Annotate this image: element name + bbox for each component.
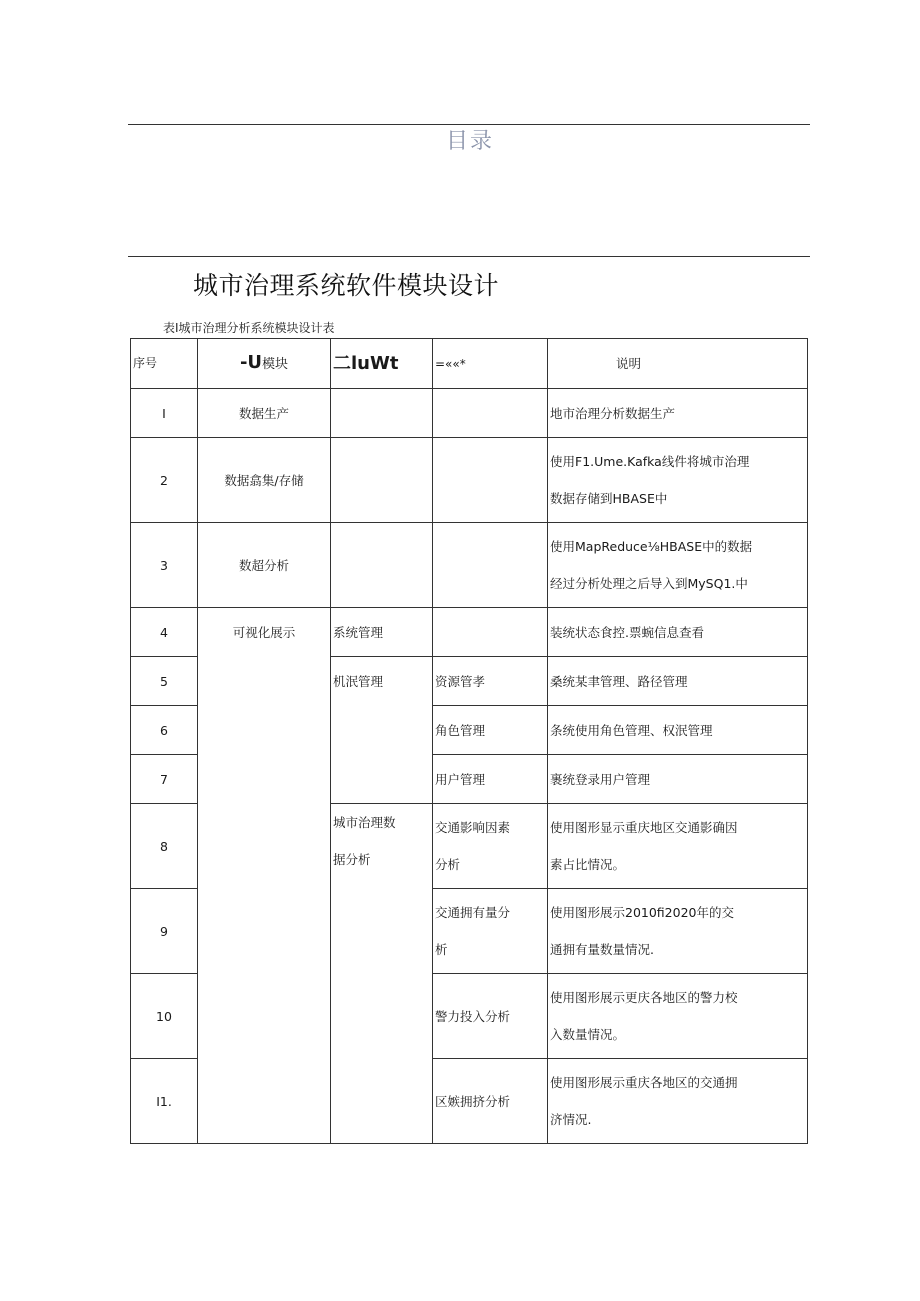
- module-name: 数超分析: [198, 523, 331, 608]
- description: 使用图形展示2010fi2020年的交 通拥有量数量情况.: [548, 889, 808, 974]
- subsubmodule-cell: [433, 523, 548, 608]
- toc-title: 目录: [445, 129, 494, 154]
- description: 裹统登录用户管理: [548, 755, 808, 804]
- description: 条统使用角色管理、权泯管理: [548, 706, 808, 755]
- module-name: 数据翕集/存储: [198, 438, 331, 523]
- description: 地市治理分析数据生产: [548, 389, 808, 438]
- description: 使用图形展示更庆各地区的警力校 入数量情况。: [548, 974, 808, 1059]
- subsubmodule-name: 用户管理: [433, 755, 548, 804]
- table-row: [131, 523, 808, 608]
- row-number: 9: [131, 889, 198, 974]
- header-level1-module: [198, 339, 331, 389]
- row-number: I1.: [131, 1059, 198, 1144]
- submodule-name: 机泯管理: [331, 657, 433, 804]
- module-name: 可视化展示: [198, 608, 331, 1144]
- row-number: 5: [131, 657, 198, 706]
- subsubmodule-name: 区嫉拥挤分析: [433, 1059, 548, 1144]
- subsubmodule-name: 资源管孝: [433, 657, 548, 706]
- section-rule: [128, 256, 810, 257]
- subsubmodule-cell: [433, 438, 548, 523]
- header-level1-suffix: 模块: [262, 357, 289, 372]
- table-row: [131, 608, 808, 657]
- table-caption: 表I城市治理分析系统模块设计表: [163, 321, 335, 335]
- description: 使用图形展示重庆各地区的交通拥 济情况.: [548, 1059, 808, 1144]
- row-number: 8: [131, 804, 198, 889]
- subsubmodule-cell: [433, 608, 548, 657]
- description: 桑统某聿管理、路径管理: [548, 657, 808, 706]
- header-level1-prefix: -U: [239, 352, 263, 373]
- table-header-row: [131, 339, 808, 389]
- table-row: [131, 438, 808, 523]
- submodule-cell: [331, 389, 433, 438]
- description: 使用F1.Ume.Kafka线件将城市治理 数据存储到HBASE中: [548, 438, 808, 523]
- document-title: 城市治理系统软件模块设计: [193, 271, 500, 300]
- submodule-name: 城市治理数 据分析: [331, 804, 433, 1144]
- table-row: [131, 389, 808, 438]
- subsubmodule-name: 警力投入分析: [433, 974, 548, 1059]
- header-seq: 序号: [131, 339, 198, 389]
- row-number: 3: [131, 523, 198, 608]
- row-number: 2: [131, 438, 198, 523]
- subsubmodule-name: 交通影响因素 分析: [433, 804, 548, 889]
- header-description: 说明: [548, 339, 808, 389]
- row-number: 10: [131, 974, 198, 1059]
- subsubmodule-name: 角色管理: [433, 706, 548, 755]
- module-design-table: [130, 338, 808, 1144]
- module-name: 数据生产: [198, 389, 331, 438]
- description: 使用MapReduce⅛HBASE中的数据 经过分析处理之后导入到MySQ1.中: [548, 523, 808, 608]
- header-level3-module: =««*: [433, 339, 548, 389]
- submodule-cell: [331, 438, 433, 523]
- subsubmodule-cell: [433, 389, 548, 438]
- description: 使用图形显示重庆地区交通影确因 素占比情况。: [548, 804, 808, 889]
- row-number: 7: [131, 755, 198, 804]
- submodule-name: 系统管理: [331, 608, 433, 657]
- row-number: 6: [131, 706, 198, 755]
- row-number: 4: [131, 608, 198, 657]
- subsubmodule-name: 交通拥有量分 析: [433, 889, 548, 974]
- row-number: I: [131, 389, 198, 438]
- submodule-cell: [331, 523, 433, 608]
- header-level2-module: 二luWt: [331, 339, 433, 389]
- description: 装统状态食控.票蜿信息查看: [548, 608, 808, 657]
